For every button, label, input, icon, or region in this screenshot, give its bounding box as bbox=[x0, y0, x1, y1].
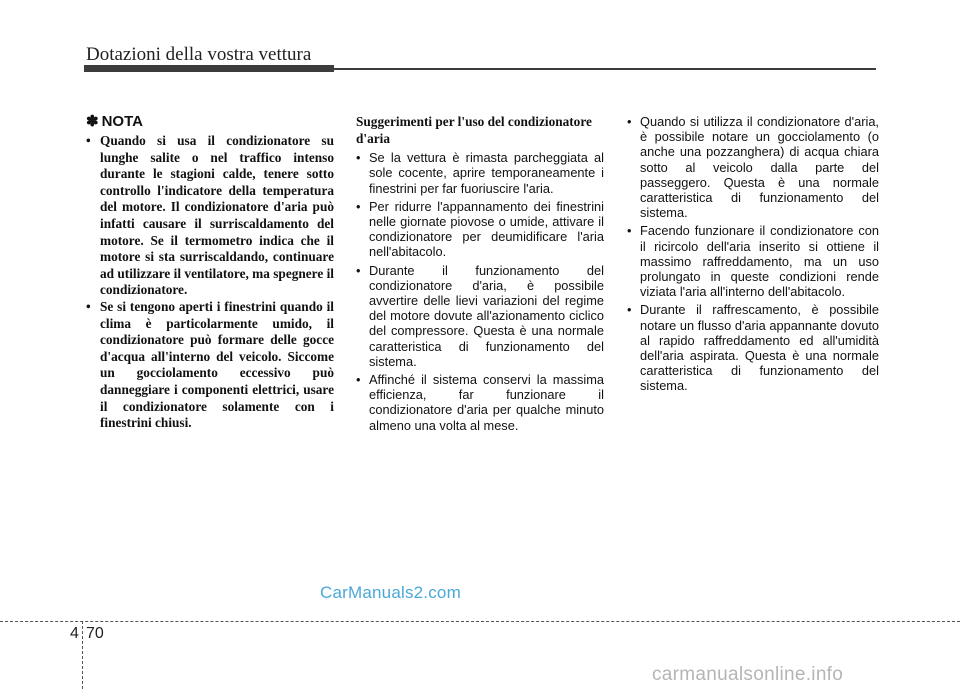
list-item bbox=[86, 133, 334, 299]
header-bar bbox=[84, 65, 334, 72]
list-item bbox=[627, 302, 879, 393]
bullet-icon: • bbox=[86, 133, 91, 148]
nota-item-text: Se si tengono aperti i finestrini quando il clima è particolarmente umido, il condizionatore può formare delle gocce d'acqua all'interno del veicolo. Siccome un gocciolamento eccessivo può danneggiare i componenti elettrici, usare il condizionatore solamente con i finestrini chiusi. bbox=[100, 298, 334, 431]
nota-title: NOTA bbox=[101, 113, 143, 130]
nota-column bbox=[86, 112, 334, 432]
nota-list bbox=[86, 133, 334, 432]
list-item bbox=[627, 223, 879, 299]
site-watermark: carmanualsonline.info bbox=[652, 664, 844, 685]
bullet-icon: • bbox=[356, 150, 361, 166]
nota-item-text: Quando si usa il condizionatore su lunghe salite o nel traffico intenso durante le stagioni calde, tenere sotto controllo l'indicatore della temperatura del motore. Il condizionatore d'aria può infatti causare il surriscaldamento del motore. Se il termometro indica che il motore si sta surriscaldando, continuare ad utilizzare il ventilatore, ma spegnere il condizionatore. bbox=[100, 133, 334, 298]
page-number: 70 bbox=[86, 625, 104, 642]
bullet-icon: • bbox=[86, 298, 91, 314]
tips-column-continued bbox=[627, 114, 879, 397]
list-item bbox=[356, 199, 604, 260]
footer-vertical-divider bbox=[82, 621, 83, 689]
list-item bbox=[627, 114, 879, 220]
bullet-icon: • bbox=[627, 302, 632, 318]
tip-text: Facendo funzionare il condizionatore con il ricircolo dell'aria inserito si ottiene il massimo raffreddamento, ma un uso prolungato in queste condizioni rende viziata l'aria all'interno dell'abitacolo. bbox=[640, 223, 879, 300]
header-rule bbox=[334, 68, 876, 70]
bullet-icon: • bbox=[356, 372, 361, 388]
bullet-icon: • bbox=[356, 262, 361, 278]
tip-text: Se la vettura è rimasta parcheggiata al sole cocente, aprire temporaneamente i finestrini per far fuoriuscire l'aria. bbox=[369, 150, 604, 196]
footer-divider bbox=[0, 621, 960, 622]
page-header-title: Dotazioni della vostra vettura bbox=[86, 44, 312, 65]
list-item bbox=[356, 263, 604, 369]
nota-heading bbox=[86, 112, 334, 130]
tip-text: Durante il funzionamento del condizionatore d'aria, è possibile avvertire delle lievi variazioni del regime del motore dovute all'azionamento ciclico del compressore. Questa è una normale caratteristica di funzionamento del sistema. bbox=[369, 262, 604, 369]
tips-list-continued bbox=[627, 114, 879, 394]
tip-text: Quando si utilizza il condizionatore d'aria, è possibile notare un gocciolamento (o anche una pozzanghera) di acqua chiara sotto al veicolo dalla parte del passeggero. Questa è una normale caratteristica di funzionamento del sistema. bbox=[640, 114, 879, 221]
bullet-icon: • bbox=[627, 114, 632, 129]
list-item bbox=[356, 372, 604, 433]
section-number: 4 bbox=[70, 625, 79, 642]
tip-text: Affinché il sistema conservi la massima efficienza, far funzionare il condizionatore d'aria per qualche minuto almeno una volta al mese. bbox=[369, 372, 604, 433]
tips-column bbox=[356, 114, 604, 436]
asterisk-icon: ✽ bbox=[86, 113, 99, 130]
tips-heading: Suggerimenti per l'uso del condizionatore d'aria bbox=[356, 114, 592, 146]
list-item bbox=[86, 299, 334, 432]
tips-list bbox=[356, 150, 604, 433]
list-item bbox=[356, 150, 604, 196]
tip-text: Per ridurre l'appannamento dei finestrini nelle giornate piovose o umide, attivare il condizionatore per deumidificare l'aria nell'abitacolo. bbox=[369, 198, 604, 260]
tip-text: Durante il raffrescamento, è possibile notare un flusso d'aria appannante dovuto al rapido raffreddamento ed all'umidità dell'aria aspirata. Questa è una normale caratteristica di funzionamento del sistema. bbox=[640, 302, 879, 394]
bullet-icon: • bbox=[356, 198, 361, 214]
watermark-link[interactable]: CarManuals2.com bbox=[320, 583, 461, 602]
bullet-icon: • bbox=[627, 223, 632, 239]
